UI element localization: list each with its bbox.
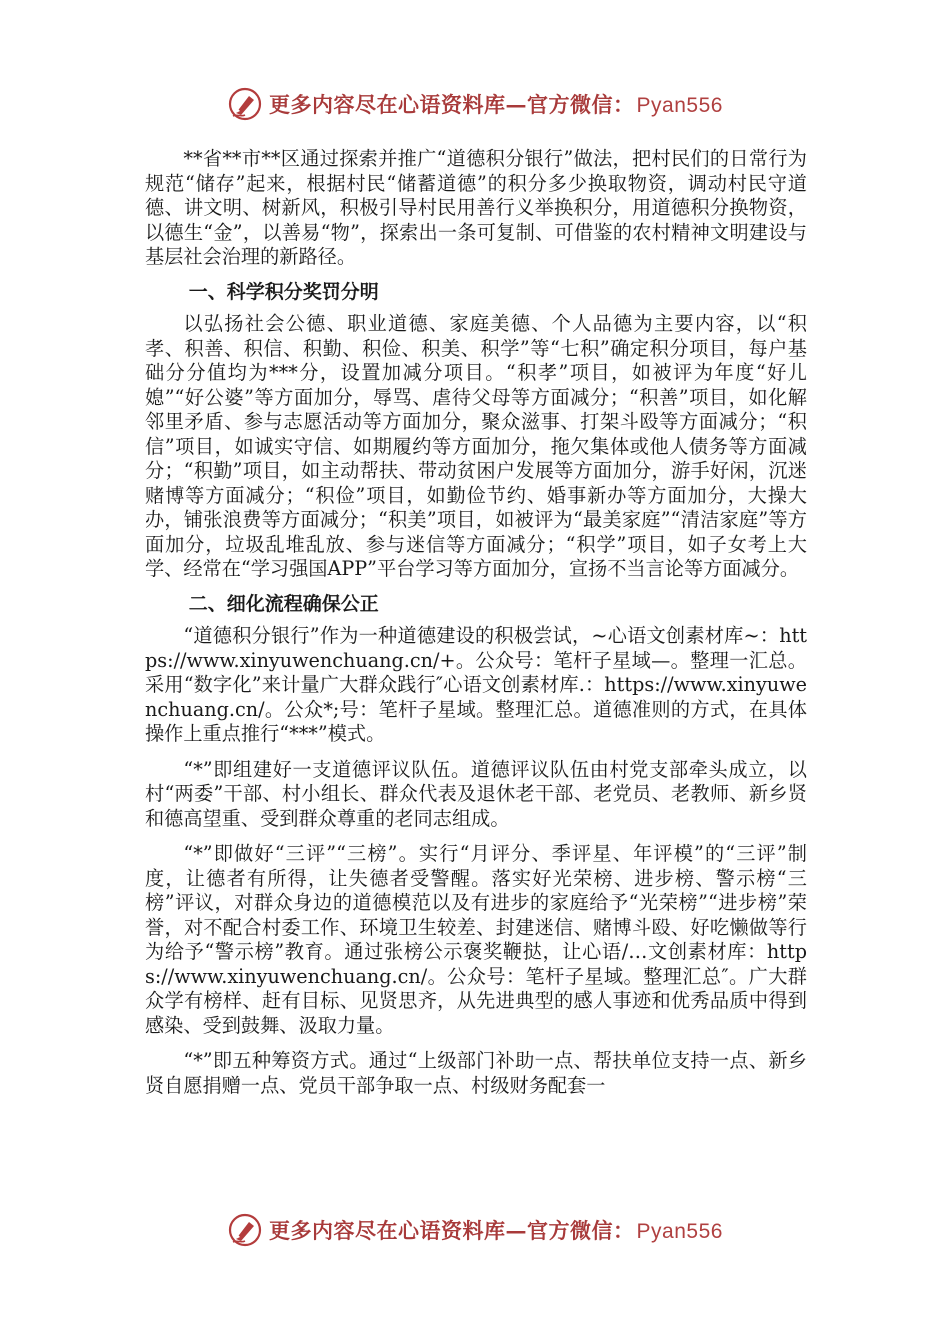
banner-wechat-id: Pyan556 — [636, 94, 723, 117]
section2-heading: 二、细化流程确保公正 — [188, 592, 379, 615]
intro-paragraph: **省**市**区通过探索并推广“道德积分银行”做法，把村民们的日常行为规范“储存”起来，根据村民“储蓄道德”的积分多少换取物资，调动村民守道德、讲文明、树新风，积极引导村民用善行义举换积分，用道德积分换物资，以德生“金”，以善易“物”，探索出一条可复制、可借鉴的农村精神文明建设与基层社会治理的新路径。 — [145, 147, 807, 268]
footer-banner — [0, 1210, 950, 1250]
section2-paragraph-2: “*”即组建好一支道德评议队伍。道德评议队伍由村党支部牵头成立，以村“两委”干部、村小组长、群众代表及退休老干部、老党员、老教师、新乡贤和德高望重、受到群众尊重的老同志组成。 — [145, 757, 807, 830]
banner-wechat-id: Pyan556 — [636, 1220, 723, 1243]
banner-text: 更多内容尽在心语资料库—官方微信：Pyan556 — [269, 1218, 723, 1243]
section2-paragraph-1: “道德积分银行”作为一种道德建设的积极尝试，~心语文创素材库~：https://www.xinyuwenchuang.cn/+。公众号：笔杆子星域—。整理一汇总。采用“数字化”来计量广大群众践行″心语文创素材库.：https://www.xinyuwenchuang.cn/。公众*;号：笔杆子星域。整理汇总。道德准则的方式，在具体操作上重点推行“***”模式。 — [145, 624, 807, 745]
section1-paragraph: 以弘扬社会公德、职业道德、家庭美德、个人品德为主要内容，以“积孝、积善、积信、积勤、积俭、积美、积学”等“七积”确定积分项目，每户基础分分值均为***分，设置加减分项目。“积孝”项目，如被评为年度“好儿媳”“好公婆”等方面加分，辱骂、虐待父母等方面减分；“积善”项目，如化解邻里矛盾、参与志愿活动等方面加分，聚众滋事、打架斗殴等方面减分；“积信”项目，如诚实守信、如期履约等方面加分，拖欠集体或他人债务等方面减分；“积勤”项目，如主动帮扶、带动贫困户发展等方面加分，游手好闲，沉迷赌博等方面减分；“积俭”项目，如勤俭节约、婚事新办等方面加分，大操大办，铺张浪费等方面减分；“积美”项目，如被评为“最美家庭”“清洁家庭”等方面加分，垃圾乱堆乱放、参与迷信等方面减分；“积学”项目，如子女考上大学、经常在“学习强国APP”平台学习等方面加分，宣扬不当言论等方面减分。 — [145, 312, 807, 580]
section1-heading: 一、科学积分奖罚分明 — [188, 280, 379, 303]
document-body — [145, 147, 807, 1098]
pen-nib-logo-icon — [227, 86, 263, 122]
section2-paragraph-4: “*”即五种筹资方式。通过“上级部门补助一点、帮扶单位支持一点、新乡贤自愿捐赠一点、党员干部争取一点、村级财务配套一 — [145, 1049, 807, 1097]
section2-paragraph-3: “*”即做好“三评”“三榜”。实行“月评分、季评星、年评模”的“三评”制度，让德者有所得，让失德者受警醒。落实好光荣榜、进步榜、警示榜“三榜”评议，对群众身边的道德模范以及有进步的家庭给予“光荣榜”“进步榜”荣誉，对不配合村委工作、环境卫生较差、封建迷信、赌博斗殴、好吃懒做等行为给予“警示榜”教育。通过张榜公示褒奖鞭挞，让心语/…文创素材库：https://www.xinyuwenchuang.cn/。公众号：笔杆子星域。整理汇总″。广大群众学有榜样、赶有目标、见贤思齐，从先进典型的感人事迹和优秀品质中得到感染、受到鼓舞、汲取力量。 — [145, 842, 807, 1037]
pen-nib-logo-icon — [227, 1212, 263, 1248]
header-banner — [0, 84, 950, 124]
banner-text: 更多内容尽在心语资料库—官方微信：Pyan556 — [269, 92, 723, 117]
